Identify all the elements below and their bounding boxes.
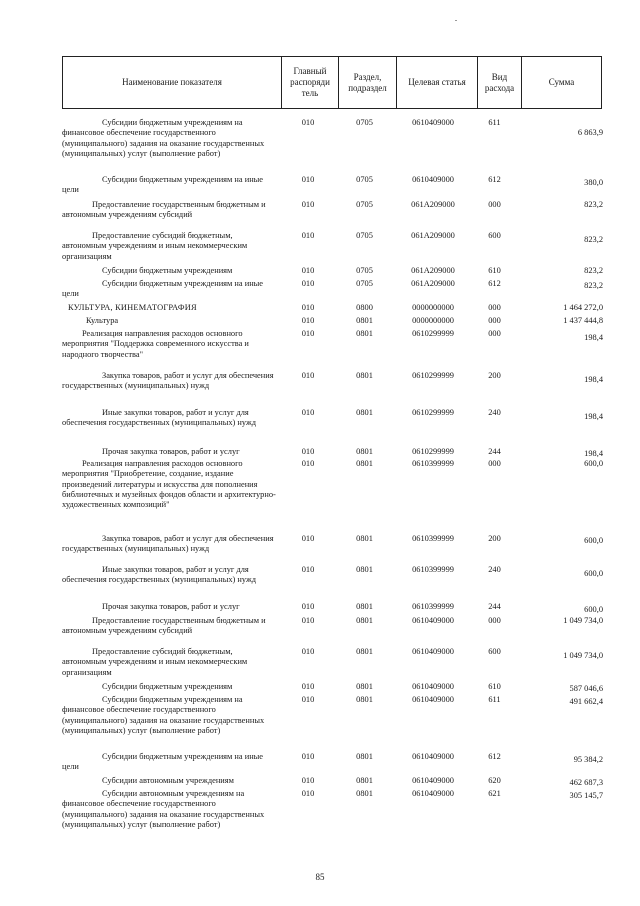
row-vid: 621 [488,789,501,798]
row-name: Иные закупки товаров, работ и услуг для обеспечения государственных (муниципальных) нужд [62,565,256,585]
table-row [62,647,607,682]
row-vid: 000 [488,459,501,468]
header-name: Наименование показателя [122,77,222,87]
table-row [62,534,607,565]
row-name: Субсидии бюджетным учреждениям [102,682,233,691]
row-name: Закупка товаров, работ и услуг для обеспечения государственных (муниципальных) нужд [62,371,274,391]
header-celevaya: Целевая статья [396,57,477,108]
row-glavny: 010 [301,534,315,543]
row-name: Субсидии бюджетным учреждениям на иные цели [62,752,264,772]
row-vid: 612 [488,279,501,288]
row-name: Предоставление субсидий бюджетным, автономным учреждениям и иным некоммерческим организациям [62,231,248,261]
row-vid: 200 [488,534,501,543]
table-row [62,316,607,329]
row-vid: 244 [488,447,501,456]
row-vid: 000 [488,329,501,338]
row-razdel: 0705 [356,175,373,184]
row-vid: 600 [488,231,501,240]
row-summa: 305 145,7 [569,791,603,800]
row-glavny: 010 [301,231,315,240]
row-name: Предоставление субсидий бюджетным, автономным учреждениям и иным некоммерческим организациям [62,647,248,677]
row-razdel: 0801 [356,616,373,625]
table-row [62,279,607,303]
row-celevaya: 0610299999 [412,408,454,417]
row-celevaya: 0610299999 [412,329,454,338]
row-summa: 198,4 [584,412,603,421]
row-razdel: 0705 [356,200,373,209]
row-razdel: 0801 [356,789,373,798]
row-glavny: 010 [301,266,315,275]
row-vid: 611 [488,118,501,127]
row-razdel: 0801 [356,752,373,761]
row-vid: 000 [488,616,501,625]
row-summa: 462 687,3 [569,778,603,787]
row-summa: 823,2 [584,200,603,209]
row-celevaya: 0000000000 [412,303,454,312]
row-name: Культура [86,316,119,325]
row-razdel: 0801 [356,534,373,543]
row-summa: 600,0 [584,605,603,614]
row-name: Субсидии бюджетным учреждениям [102,266,233,275]
row-summa: 1 464 272,0 [563,303,603,312]
table-body [62,118,607,845]
row-glavny: 010 [301,175,315,184]
row-summa: 1 049 734,0 [563,651,603,660]
row-vid: 610 [488,682,501,691]
row-razdel: 0801 [356,459,373,468]
row-celevaya: 0610409000 [412,752,454,761]
row-summa: 380,0 [584,178,603,187]
row-razdel: 0801 [356,602,373,611]
row-razdel: 0801 [356,371,373,380]
row-summa: 823,2 [584,281,603,290]
row-name: Предоставление государственным бюджетным и автономным учреждениям субсидий [62,616,266,636]
table-row [62,175,607,200]
row-summa: 823,2 [584,266,603,275]
row-glavny: 010 [301,602,315,611]
row-glavny: 010 [301,316,315,325]
row-glavny: 010 [301,695,315,704]
row-summa: 823,2 [584,235,603,244]
row-razdel: 0705 [356,279,373,288]
row-vid: 600 [488,647,501,656]
row-summa: 6 863,9 [577,128,603,137]
row-glavny: 010 [301,371,315,380]
row-vid: 240 [488,408,501,417]
row-celevaya: 0610409000 [412,647,454,656]
table-row [62,459,607,534]
row-razdel: 0705 [356,118,373,127]
row-celevaya: 061A209000 [411,200,455,209]
table-row [62,371,607,408]
row-razdel: 0801 [356,647,373,656]
row-summa: 491 662,4 [569,697,603,706]
table-row [62,329,607,371]
row-vid: 610 [488,266,501,275]
row-vid: 240 [488,565,501,574]
row-name: Прочая закупка товаров, работ и услуг [102,447,240,456]
table-row [62,200,607,231]
page-number: 85 [315,872,325,882]
row-celevaya: 0610409000 [412,616,454,625]
row-summa: 1 437 444,8 [563,316,603,325]
row-celevaya: 0610409000 [412,789,454,798]
row-vid: 000 [488,303,501,312]
row-glavny: 010 [301,776,315,785]
row-glavny: 010 [301,682,315,691]
row-celevaya: 0000000000 [412,316,454,325]
row-summa: 600,0 [584,569,603,578]
table-row [62,303,607,316]
row-glavny: 010 [301,303,315,312]
row-razdel: 0801 [356,329,373,338]
row-celevaya: 0610399999 [412,602,454,611]
row-name: Прочая закупка товаров, работ и услуг [102,602,240,611]
row-razdel: 0705 [356,231,373,240]
row-summa: 600,0 [584,536,603,545]
table-row [62,447,607,459]
row-vid: 200 [488,371,501,380]
row-celevaya: 0610399999 [412,459,454,468]
row-name: Реализация направления расходов основного мероприятия "Поддержка современного искусства и народного творчества" [62,329,249,359]
row-name: КУЛЬТУРА, КИНЕМАТОГРАФИЯ [68,303,197,312]
row-glavny: 010 [301,752,315,761]
table-row [62,682,607,695]
row-summa: 95 384,2 [573,755,603,764]
row-celevaya: 061A209000 [411,231,455,240]
table-row [62,776,607,789]
row-glavny: 010 [301,647,315,656]
row-celevaya: 0610399999 [412,534,454,543]
row-razdel: 0801 [356,408,373,417]
scan-speck [455,20,457,21]
row-vid: 000 [488,316,501,325]
row-name: Субсидии бюджетным учреждениям на иные цели [62,175,264,195]
row-glavny: 010 [301,447,315,456]
table-header [62,56,602,109]
row-glavny: 010 [301,118,315,127]
row-glavny: 010 [301,565,315,574]
row-razdel: 0705 [356,266,373,275]
row-celevaya: 061A209000 [411,279,455,288]
row-glavny: 010 [301,200,315,209]
row-name: Закупка товаров, работ и услуг для обеспечения государственных (муниципальных) нужд [62,534,274,554]
row-summa: 198,4 [584,449,603,458]
row-name: Субсидии автономным учреждениям [102,776,234,785]
row-name: Субсидии бюджетным учреждениям на финансовое обеспечение государственного (муниципального) задания на оказание государственных (муниципальных) услуг (выполнение работ) [62,118,265,158]
row-celevaya: 0610299999 [412,371,454,380]
header-razdel: Раздел, подраздел [338,57,396,108]
row-vid: 612 [488,175,501,184]
row-celevaya: 0610409000 [412,175,454,184]
row-vid: 612 [488,752,501,761]
table-row [62,118,607,175]
row-vid: 000 [488,200,501,209]
row-name: Реализация направления расходов основного мероприятия "Приобретение, создание, издание произведений литературы и искусства для пополнения библиотечных и музейных фондов области и архитектурно-художественных композиций" [62,459,276,510]
row-celevaya: 061A209000 [411,266,455,275]
row-razdel: 0801 [356,776,373,785]
row-vid: 620 [488,776,501,785]
row-vid: 244 [488,602,501,611]
table-row [62,789,607,845]
row-glavny: 010 [301,616,315,625]
row-razdel: 0801 [356,695,373,704]
table-row [62,266,607,279]
row-name: Субсидии автономным учреждениям на финансовое обеспечение государственного (муниципального) задания на оказание государственных (муниципальных) услуг (выполнение работ) [62,789,265,829]
row-name: Иные закупки товаров, работ и услуг для обеспечения государственных (муниципальных) нужд [62,408,256,428]
row-glavny: 010 [301,459,315,468]
row-razdel: 0801 [356,447,373,456]
row-glavny: 010 [301,408,315,417]
header-vid: Вид расхода [477,57,521,108]
row-glavny: 010 [301,789,315,798]
row-celevaya: 0610409000 [412,776,454,785]
row-glavny: 010 [301,329,315,338]
row-name: Предоставление государственным бюджетным и автономным учреждениям субсидий [62,200,266,220]
table-row [62,565,607,602]
table-row [62,752,607,776]
row-celevaya: 0610409000 [412,682,454,691]
table-row [62,616,607,647]
row-vid: 611 [488,695,501,704]
row-razdel: 0801 [356,316,373,325]
table-row [62,695,607,752]
row-celevaya: 0610399999 [412,565,454,574]
table-row [62,231,607,266]
table-row [62,602,607,616]
row-name: Субсидии бюджетным учреждениям на иные цели [62,279,264,299]
row-summa: 198,4 [584,333,603,342]
row-celevaya: 0610409000 [412,118,454,127]
row-glavny: 010 [301,279,315,288]
row-summa: 198,4 [584,375,603,384]
row-razdel: 0801 [356,565,373,574]
row-razdel: 0800 [356,303,373,312]
row-razdel: 0801 [356,682,373,691]
row-summa: 1 049 734,0 [563,616,603,625]
header-summa: Сумма [521,57,601,108]
row-celevaya: 0610409000 [412,695,454,704]
header-glavny: Главный распоряди тель [281,57,338,108]
row-summa: 600,0 [584,459,603,468]
table-row [62,408,607,447]
row-celevaya: 0610299999 [412,447,454,456]
row-name: Субсидии бюджетным учреждениям на финансовое обеспечение государственного (муниципального) задания на оказание государственных (муниципальных) услуг (выполнение работ) [62,695,265,735]
row-summa: 587 046,6 [569,684,603,693]
